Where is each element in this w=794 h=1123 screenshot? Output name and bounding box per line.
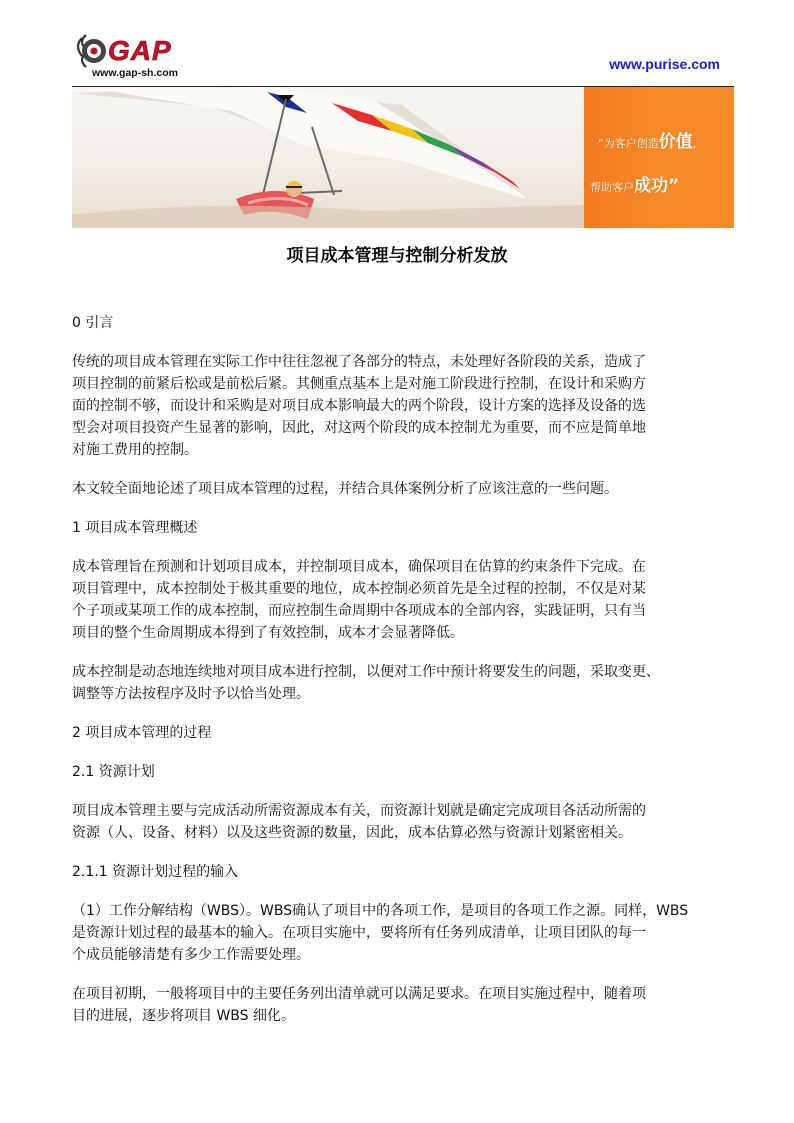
body-paragraph: 传统的项目成本管理在实际工作中往往忽视了各部分的特点，未处理好各阶段的关系，造成了 项目控制的前紧后松或是前松后紧。其侧重点基本上是对施工阶段进行控制，在设计和采购方 面的控制不够，而设计和采购是对项目成本影响最大的两个阶段，设计方案的选择及设备的选 型会对项目投资产生显著的影响，因此，对这两个阶段的成本控制尤为重要，而不应是简单地 对施工费用的控制。 (72, 354, 646, 458)
body-paragraph: 项目成本管理主要与完成活动所需资源成本有关，而资源计划就是确定完成项目各活动所需的 资源（人、设备、材料）以及这些资源的数量，因此，成本估算必然与资源计划紧密相关。 (72, 803, 646, 841)
section-heading: 1 项目成本管理概述 (72, 520, 198, 536)
body-paragraph: （1）工作分解结构（WBS）。WBS确认了项目中的各项工作，是项目的各项工作之源。同样，WBS 是资源计划过程的最基本的输入。在项目实施中，要将所有任务列成清单，让项目团队的每一 个成员能够清楚有多少工作需要处理。 (72, 903, 689, 963)
section-heading: 0 引言 (72, 315, 114, 331)
hang-glider-photo (72, 87, 584, 228)
slogan-line-2: 帮助客户成功” (590, 176, 680, 196)
logo-wordmark: GAP (108, 35, 172, 66)
body-paragraph: 本文较全面地论述了项目成本管理的过程，并结合具体案例分析了应该注意的一些问题。 (72, 481, 618, 497)
slogan-panel (584, 87, 734, 228)
body-paragraph: 在项目初期，一般将项目中的主要任务列出清单就可以满足要求。在项目实施过程中，随着项 目的进展，逐步将项目 WBS 细化。 (72, 986, 646, 1024)
page-header (72, 22, 734, 86)
document-title: 项目成本管理与控制分析发放 (286, 246, 508, 266)
header-banner (72, 87, 734, 228)
site-url-link[interactable]: www.purise.com (609, 56, 720, 72)
body-paragraph: 成本管理旨在预测和计划项目成本，并控制项目成本，确保项目在估算的约束条件下完成。在 项目管理中，成本控制处于极其重要的地位，成本控制必须首先是全过程的控制，不仅是对某 个子项或某项工作的成本控制，而应控制生命周期中各项成本的全部内容，实践证明，只有当 项目的整个生命周期成本得到了有效控制，成本才会显著降低。 (72, 559, 646, 641)
slogan-line-1: “为客户创造价值， (598, 132, 704, 152)
section-heading: 2.1 资源计划 (72, 764, 155, 780)
gap-logo-graphic (72, 22, 222, 80)
section-heading: 2.1.1 资源计划过程的输入 (72, 864, 239, 880)
section-heading: 2 项目成本管理的过程 (72, 725, 212, 741)
logo-url: www.gap-sh.com (92, 67, 178, 79)
gap-logo (72, 22, 222, 80)
body-paragraph: 成本控制是动态地连续地对项目成本进行控制，以便对工作中预计将要发生的问题，采取变更、 调整等方法按程序及时予以恰当处理。 (72, 664, 660, 702)
